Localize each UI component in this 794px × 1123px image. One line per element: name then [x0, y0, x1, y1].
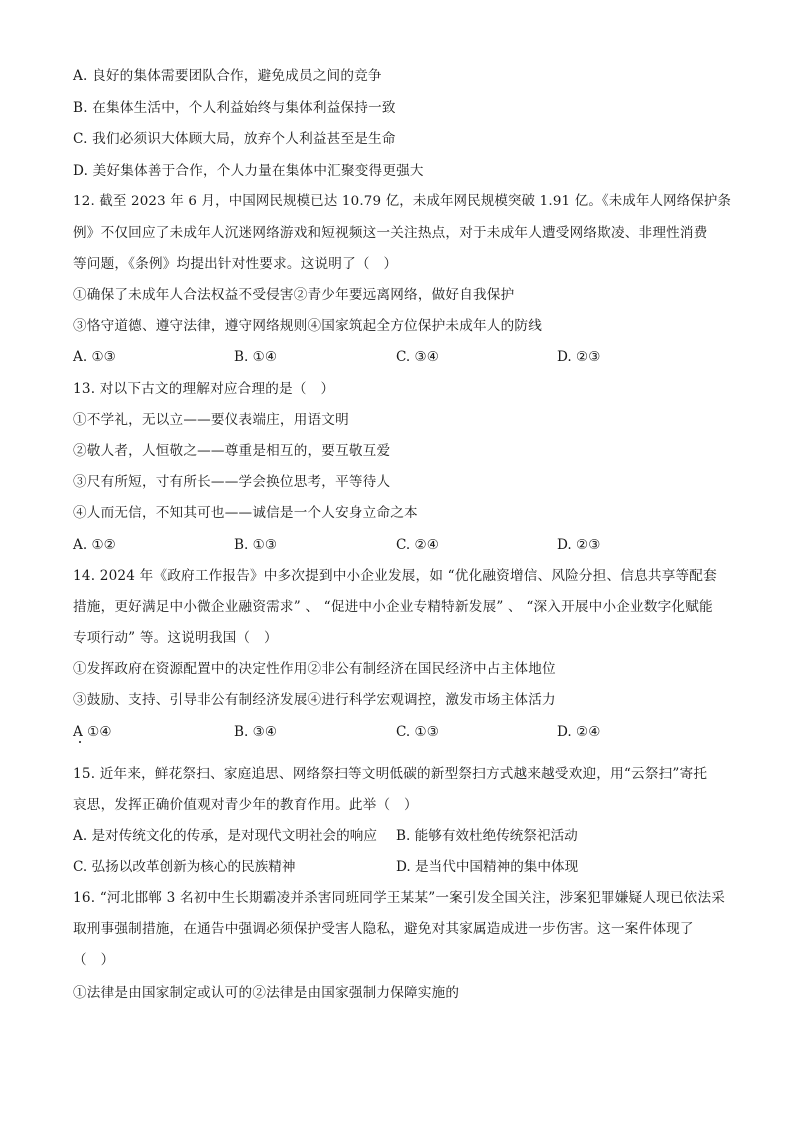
q12-stem-line-1: 12. 截至 2023 年 6 月，中国网民规模已达 10.79 亿，未成年网民规模突破 1.91 亿。《未成年人网络保护条	[73, 194, 732, 209]
q12-option-b: B. ①④	[234, 349, 278, 365]
q13-option-b: B. ①③	[234, 537, 278, 553]
q12-stem-line-3: 等问题，《条例》均提出针对性要求。这说明了（ ）	[73, 256, 398, 272]
q11-option-b: B. 在集体生活中，个人利益始终与集体利益保持一致	[73, 100, 396, 116]
q14-item-line-1: ①发挥政府在资源配置中的决定性作用②非公有制经济在国民经济中占主体地位	[73, 661, 556, 677]
q11-option-d: D. 美好集体善于合作，个人力量在集体中汇聚变得更强大	[73, 163, 424, 179]
q12-option-c: C. ③④	[396, 349, 439, 365]
q15-option-a: A. 是对传统文化的传承，是对现代文明社会的响应	[73, 828, 377, 844]
q13-option-a: A. ①②	[73, 537, 116, 553]
q13-option-d: D. ②③	[557, 537, 601, 553]
q13-item-1: ①不学礼，无以立——要仪表端庄，用语文明	[73, 412, 349, 428]
q14-option-d: D. ②④	[557, 724, 601, 740]
q13-stem: 13. 对以下古文的理解对应合理的是（ ）	[73, 381, 335, 397]
q15-option-c: C. 弘扬以改革创新为核心的民族精神	[73, 859, 296, 875]
q14-stem-line-3: 专项行动” 等。这说明我国（ ）	[73, 630, 278, 646]
q16-stem-line-1: 16. “河北邯郸 3 名初中生长期霸凌并杀害同班同学王某某”一案引发全国关注，涉案犯罪嫌疑人现已依法采	[73, 890, 726, 906]
q13-item-4: ④人而无信，不知其可也——诚信是一个人安身立命之本	[73, 505, 418, 521]
q12-item-line-2: ③恪守道德、遵守法律，遵守网络规则④国家筑起全方位保护未成年人的防线	[73, 318, 542, 334]
q14-option-c: C. ①③	[396, 724, 439, 740]
q14-stem-line-2: 措施，更好满足中小微企业融资需求” 、 “促进中小企业专精特新发展” 、 “深入开展中小企业数字化赋能	[73, 599, 713, 615]
stray-dot-mark	[79, 741, 81, 743]
q13-item-2: ②敬人者，人恒敬之——尊重是相互的，要互敬互爱	[73, 443, 391, 459]
q12-option-a: A. ①③	[73, 349, 116, 365]
q12-stem-line-2: 例》不仅回应了未成年人沉迷网络游戏和短视频这一关注热点，对于未成年人遭受网络欺凌、非理性消费	[73, 225, 708, 241]
q16-item-line-1: ①法律是由国家制定或认可的②法律是由国家强制力保障实施的	[73, 985, 460, 1001]
q12-option-d: D. ②③	[557, 349, 601, 365]
q15-option-d: D. 是当代中国精神的集中体现	[396, 859, 579, 875]
q12-item-line-1: ①确保了未成年人合法权益不受侵害②青少年要远离网络，做好自我保护	[73, 287, 515, 303]
q16-stem-line-2: 取刑事强制措施，在通告中强调必须保护受害人隐私，避免对其家属造成进一步伤害。这一案件体现了	[73, 921, 694, 937]
q14-option-b: B. ③④	[234, 724, 278, 740]
q13-option-c: C. ②④	[396, 537, 439, 553]
q14-option-a: A ①④	[73, 724, 112, 740]
q14-stem-line-1: 14. 2024 年《政府工作报告》中多次提到中小企业发展，如 “优化融资增信、风险分担、信息共享等配套	[73, 568, 717, 584]
q14-item-line-2: ③鼓励、支持、引导非公有制经济发展④进行科学宏观调控，激发市场主体活力	[73, 692, 556, 708]
q13-item-3: ③尺有所短，寸有所长——学会换位思考，平等待人	[73, 474, 391, 490]
q15-option-b: B. 能够有效杜绝传统祭祀活动	[396, 828, 578, 844]
q15-stem-line-1: 15. 近年来，鲜花祭扫、家庭追思、网络祭扫等文明低碳的新型祭扫方式越来越受欢迎，用“云祭扫”寄托	[73, 766, 708, 782]
q11-option-c: C. 我们必须识大体顾大局，放弃个人利益甚至是生命	[73, 131, 396, 147]
q11-option-a: A. 良好的集体需要团队合作，避免成员之间的竞争	[73, 68, 382, 84]
q15-stem-line-2: 哀思，发挥正确价值观对青少年的教育作用。此举（ ）	[73, 797, 418, 813]
q16-stem-line-3: （ ）	[73, 952, 115, 968]
